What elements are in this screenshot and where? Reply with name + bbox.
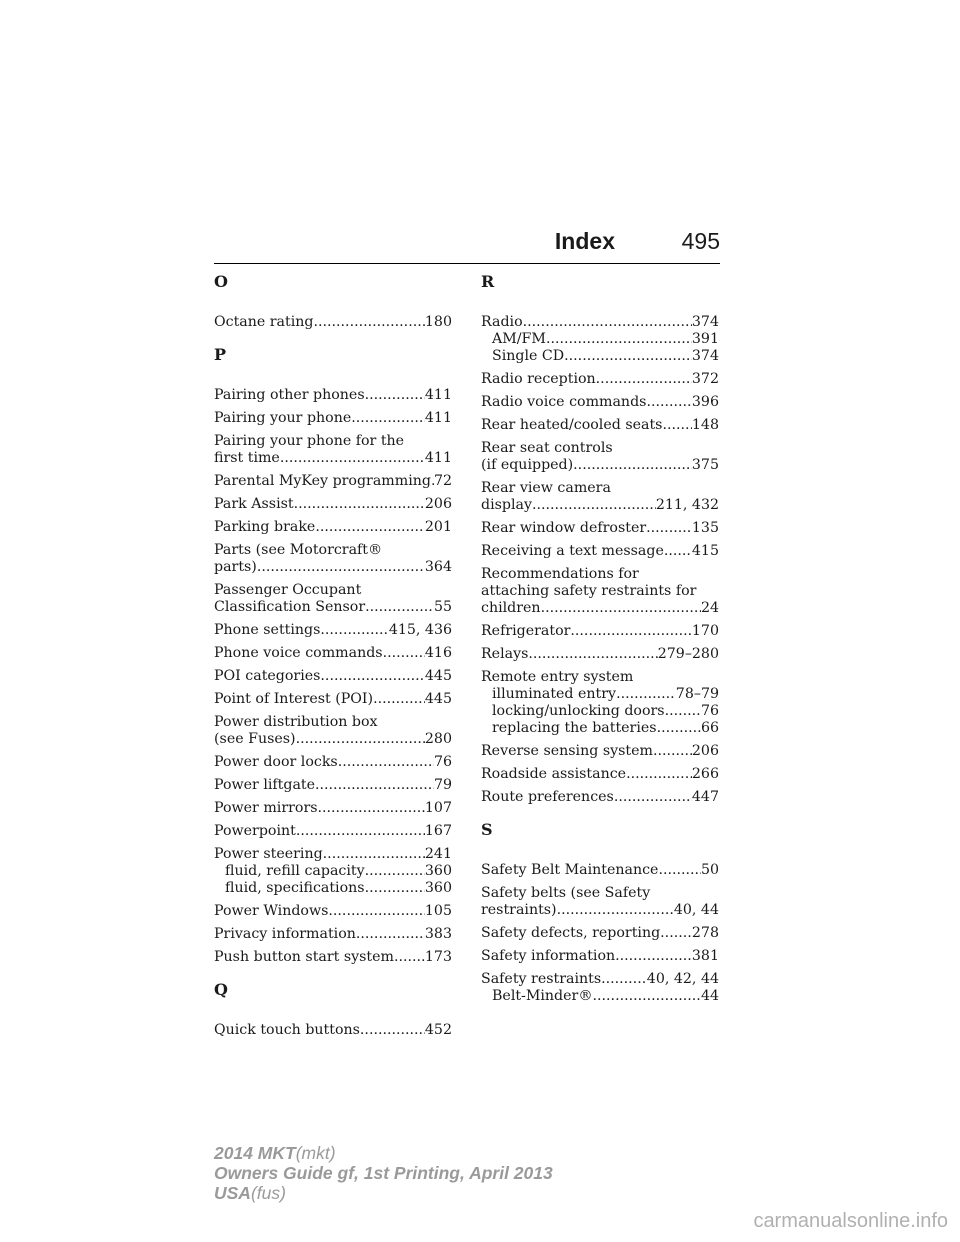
dot-leader [660, 925, 692, 942]
entry-text: Power Windows [214, 903, 329, 919]
entry-text: restraints) [481, 902, 557, 918]
entry-text: Remote entry system [481, 669, 634, 685]
entry-text: Refrigerator [481, 623, 571, 639]
index-entry-line [481, 766, 719, 783]
footer-market-code: (fus) [250, 1183, 286, 1203]
entry-text: Safety restraints [481, 971, 602, 987]
page-reference: 55 [433, 599, 452, 615]
dot-leader [593, 988, 701, 1005]
index-entry [214, 823, 452, 840]
entry-text: Safety defects, reporting [481, 925, 661, 941]
index-entry [214, 691, 452, 708]
page-reference: 78–79 [675, 686, 719, 702]
dot-leader [614, 789, 692, 806]
index-entry-line [481, 394, 719, 411]
page-reference: 415 [691, 543, 719, 559]
page-reference: 416 [424, 645, 452, 661]
index-entry-line [214, 559, 452, 576]
index-entry-line [214, 731, 452, 748]
entry-text: replacing the batteries [492, 720, 657, 736]
section-letter: P [214, 345, 227, 364]
entry-text: Power door locks [214, 754, 338, 770]
dot-leader [360, 1022, 425, 1039]
entry-text: Recommendations for [481, 566, 639, 582]
index-entry-line [481, 669, 719, 686]
index-subentry [481, 988, 719, 1005]
footer-model: 2014 MKT [214, 1143, 296, 1163]
index-entry-line [214, 1022, 452, 1039]
entry-text: first time [214, 450, 280, 466]
dot-leader [570, 623, 692, 640]
page-reference: 167 [424, 823, 452, 839]
index-entry [481, 743, 719, 760]
entry-text: Phone settings [214, 622, 321, 638]
index-entry [214, 622, 452, 639]
index-entry [214, 1022, 452, 1039]
entry-text: Reverse sensing system [481, 743, 653, 759]
index-entry-line [214, 645, 452, 662]
index-subentry [481, 703, 719, 720]
index-entry-line [481, 543, 719, 560]
index-entry [214, 473, 452, 490]
footer-model-line [214, 1143, 553, 1163]
page-reference: 266 [691, 766, 719, 782]
index-entry-line [481, 417, 719, 434]
entry-text: Radio voice commands [481, 394, 647, 410]
page-reference: 447 [691, 789, 719, 805]
entry-text: Single CD [492, 348, 565, 364]
section-letter: R [481, 272, 495, 291]
entry-text: parts) [214, 559, 257, 575]
entry-text: children [481, 600, 541, 616]
index-entry [481, 789, 719, 806]
dot-leader [601, 971, 647, 988]
page-reference: 211, 432 [655, 497, 719, 513]
page-header [214, 228, 720, 260]
index-subentry [481, 348, 719, 365]
page-reference: 452 [424, 1022, 452, 1038]
index-entry [481, 371, 719, 388]
entry-text: (see Fuses) [214, 731, 296, 747]
index-entry [214, 668, 452, 685]
index-entry [481, 925, 719, 942]
index-entry-line [214, 668, 452, 685]
index-entry [214, 800, 452, 817]
page-reference: 148 [691, 417, 719, 433]
page-reference: 360 [424, 863, 452, 879]
index-entry-line [214, 582, 452, 599]
dot-leader [653, 743, 692, 760]
entry-text: Passenger Occupant [214, 582, 362, 598]
index-entry [214, 387, 452, 404]
dot-leader [626, 766, 692, 783]
entry-text: Parking brake [214, 519, 316, 535]
watermark: carmanualsonline.info [753, 1210, 948, 1232]
index-entry-line [481, 520, 719, 537]
index-subentry [214, 880, 452, 897]
page-reference: 391 [691, 331, 719, 347]
index-entry [214, 519, 452, 536]
entry-text: Safety Belt Maintenance [481, 862, 659, 878]
page-title: Index [554, 228, 615, 254]
index-subentry [481, 720, 719, 737]
index-entry [214, 496, 452, 513]
page-reference: 411 [424, 387, 452, 403]
index-entry [481, 440, 719, 474]
dot-leader [541, 600, 701, 617]
entry-text: fluid, refill capacity [225, 863, 365, 879]
entry-text: Belt-Minder® [492, 988, 593, 1004]
dot-leader [351, 410, 425, 427]
page-reference: 201 [424, 519, 452, 535]
index-entry [481, 566, 719, 617]
index-entry [214, 542, 452, 576]
page-reference: 76 [433, 754, 452, 770]
page-reference: 241 [424, 846, 452, 862]
page-reference: 280 [424, 731, 452, 747]
footer-guide-line [214, 1163, 553, 1183]
index-entry-line [481, 885, 719, 902]
entry-text: Pairing other phones [214, 387, 365, 403]
index-entry-line [481, 314, 719, 331]
footer-guide: Owners Guide gf, 1st Printing, April 2013 [214, 1163, 553, 1183]
footer-market: USA [214, 1183, 251, 1203]
page-reference: 79 [433, 777, 452, 793]
page-reference: 375 [691, 457, 719, 473]
page-reference: 135 [691, 520, 719, 536]
index-entry-line [214, 387, 452, 404]
entry-text: attaching safety restraints for [481, 583, 697, 599]
page-reference: 76 [700, 703, 719, 719]
index-entry-line [481, 948, 719, 965]
entry-text: Privacy information [214, 926, 356, 942]
dot-leader [658, 862, 700, 879]
index-entry [214, 714, 452, 748]
entry-text: Relays [481, 646, 529, 662]
entry-text: Power distribution box [214, 714, 378, 730]
index-entry-line [481, 566, 719, 583]
dot-leader [318, 800, 425, 817]
dot-leader [365, 387, 425, 404]
dot-leader [320, 668, 424, 685]
dot-leader [646, 520, 692, 537]
index-column-left [214, 272, 452, 1045]
entry-text: Rear seat controls [481, 440, 613, 456]
entry-text: Octane rating [214, 314, 314, 330]
dot-leader [657, 720, 701, 737]
index-entry-line [481, 646, 719, 663]
index-entry [481, 394, 719, 411]
index-entry [481, 948, 719, 965]
page-reference: 372 [691, 371, 719, 387]
index-entry [481, 480, 719, 514]
dot-leader [296, 731, 425, 748]
page-reference: 72 [433, 473, 452, 489]
dot-leader [356, 926, 425, 943]
index-entry-line [481, 789, 719, 806]
page-reference: 360 [424, 880, 452, 896]
page-number: 495 [681, 228, 720, 254]
entry-text: locking/unlocking doors [492, 703, 665, 719]
index-entry [481, 766, 719, 783]
entry-text: Rear heated/cooled seats [481, 417, 663, 433]
entry-text: display [481, 497, 532, 513]
index-entry-line [214, 691, 452, 708]
index-entry-line [214, 823, 452, 840]
page-reference: 383 [424, 926, 452, 942]
dot-leader [280, 450, 425, 467]
index-entry [214, 754, 452, 771]
dot-leader [573, 457, 692, 474]
index-entry-line [214, 926, 452, 943]
index-entry-line [214, 777, 452, 794]
entry-text: Safety information [481, 948, 616, 964]
entry-text: illuminated entry [492, 686, 617, 702]
index-entry [481, 646, 719, 663]
dot-leader [373, 691, 425, 708]
index-entry-line [481, 862, 719, 879]
entry-text: Quick touch buttons [214, 1022, 360, 1038]
index-entry [214, 645, 452, 662]
page-reference: 374 [691, 314, 719, 330]
page-reference: 381 [691, 948, 719, 964]
index-entry [214, 410, 452, 427]
entry-text: Parts (see Motorcraft® [214, 542, 383, 558]
index-entry-line [214, 949, 452, 966]
index-entry [481, 623, 719, 640]
dot-leader [365, 863, 425, 880]
index-entry-line [214, 450, 452, 467]
page-reference: 445 [424, 668, 452, 684]
index-entry-line [481, 623, 719, 640]
index-entry [481, 543, 719, 560]
index-entry [214, 582, 452, 616]
entry-text: Power mirrors [214, 800, 318, 816]
index-entry [481, 885, 719, 919]
index-entry-line [481, 457, 719, 474]
index-entry-line [214, 622, 452, 639]
entry-text: Pairing your phone for the [214, 433, 405, 449]
entry-text: Route preferences [481, 789, 614, 805]
entry-text: Radio [481, 314, 523, 330]
section-spacer [481, 840, 719, 862]
index-entry-line [481, 971, 719, 988]
index-column-right [481, 272, 719, 1011]
entry-text: Power steering [214, 846, 323, 862]
dot-leader [320, 622, 388, 639]
index-entry-line [214, 519, 452, 536]
index-entry-line [481, 371, 719, 388]
dot-leader [365, 599, 434, 616]
index-entry-line [481, 497, 719, 514]
index-entry-line [214, 542, 452, 559]
document-footer [214, 1143, 553, 1203]
index-entry-line [214, 714, 452, 731]
entry-text: Phone voice commands [214, 645, 383, 661]
entry-text: Park Assist [214, 496, 294, 512]
index-subentry [481, 686, 719, 703]
section-spacer [214, 365, 452, 387]
dot-leader [383, 645, 425, 662]
dot-leader [646, 394, 691, 411]
entry-text: Parental MyKey programming [214, 473, 431, 489]
page-reference: 206 [691, 743, 719, 759]
section-spacer [214, 292, 452, 314]
dot-leader [365, 880, 425, 897]
page-reference: 445 [424, 691, 452, 707]
section-letter: S [481, 820, 493, 839]
entry-text: Radio reception [481, 371, 596, 387]
entry-text: Power liftgate [214, 777, 316, 793]
dot-leader [315, 519, 425, 536]
index-entry-line [481, 480, 719, 497]
section-spacer [481, 292, 719, 314]
dot-leader [532, 497, 656, 514]
page-reference: 364 [424, 559, 452, 575]
index-entry-line [214, 496, 452, 513]
dot-leader [296, 823, 425, 840]
footer-market-line [214, 1183, 553, 1203]
dot-leader [615, 948, 692, 965]
dot-leader [662, 417, 691, 434]
index-entry [214, 433, 452, 467]
page-reference: 105 [424, 903, 452, 919]
index-entry [481, 971, 719, 1005]
dot-leader [665, 703, 701, 720]
section-letter: O [214, 272, 228, 291]
page-reference: 396 [691, 394, 719, 410]
page-reference: 411 [424, 450, 452, 466]
index-entry-line [481, 440, 719, 457]
dot-leader [616, 686, 676, 703]
entry-text: Powerpoint [214, 823, 296, 839]
index-entry [481, 314, 719, 365]
dot-leader [313, 314, 424, 331]
index-entry [214, 777, 452, 794]
section-spacer [214, 1000, 452, 1022]
header-divider [214, 263, 720, 264]
page-reference: 170 [691, 623, 719, 639]
entry-text: Push button start system [214, 949, 394, 965]
dot-leader [596, 371, 692, 388]
index-entry-line [481, 583, 719, 600]
index-entry [214, 903, 452, 920]
entry-text: Rear view camera [481, 480, 611, 496]
dot-leader [394, 949, 425, 966]
dot-leader [328, 903, 425, 920]
dot-leader [315, 777, 434, 794]
index-entry-line [214, 800, 452, 817]
index-entry-line [214, 754, 452, 771]
dot-leader [523, 314, 692, 331]
entry-text: Pairing your phone [214, 410, 352, 426]
page-reference: 40, 44 [673, 902, 719, 918]
page-reference: 40, 42, 44 [646, 971, 719, 987]
page-reference: 66 [700, 720, 719, 736]
page-reference: 173 [424, 949, 452, 965]
page-reference: 411 [424, 410, 452, 426]
dot-leader [338, 754, 434, 771]
dot-leader [257, 559, 425, 576]
entry-text: AM/FM [492, 331, 546, 347]
page-reference: 50 [700, 862, 719, 878]
footer-model-code: (mkt) [295, 1143, 336, 1163]
index-entry-line [481, 902, 719, 919]
page-reference: 180 [424, 314, 452, 330]
dot-leader [564, 348, 692, 365]
page-reference: 278 [691, 925, 719, 941]
page-reference: 374 [691, 348, 719, 364]
dot-leader [294, 496, 425, 513]
index-entry-line [481, 743, 719, 760]
index-entry-line [481, 925, 719, 942]
entry-text: Point of Interest (POI) [214, 691, 374, 707]
entry-text: fluid, specifications [225, 880, 365, 896]
dot-leader [323, 846, 425, 863]
dot-leader [557, 902, 674, 919]
page-reference: 107 [424, 800, 452, 816]
page-reference: 279–280 [657, 646, 719, 662]
index-entry-line [214, 314, 452, 331]
index-entry-line [214, 903, 452, 920]
index-entry [214, 949, 452, 966]
entry-text: Receiving a text message [481, 543, 664, 559]
page-reference: 24 [700, 600, 719, 616]
index-entry [481, 520, 719, 537]
index-entry-line [481, 600, 719, 617]
dot-leader [546, 331, 692, 348]
index-subentry [214, 863, 452, 880]
entry-text: (if equipped) [481, 457, 574, 473]
index-entry-line [214, 410, 452, 427]
section-letter: Q [214, 980, 228, 999]
dot-leader [664, 543, 692, 560]
page-reference: 44 [700, 988, 719, 1004]
dot-leader [528, 646, 657, 663]
index-entry [214, 314, 452, 331]
index-entry [214, 846, 452, 897]
index-entry-line [214, 599, 452, 616]
page-reference: 206 [424, 496, 452, 512]
entry-text: POI categories [214, 668, 321, 684]
index-entry [481, 669, 719, 737]
page-reference: 415, 436 [388, 622, 452, 638]
index-entry-line [214, 433, 452, 450]
entry-text: Safety belts (see Safety [481, 885, 651, 901]
index-entry [214, 926, 452, 943]
index-entry-line [214, 473, 452, 490]
index-subentry [481, 331, 719, 348]
index-entry [481, 417, 719, 434]
index-entry-line [214, 846, 452, 863]
index-entry [481, 862, 719, 879]
entry-text: Rear window defroster [481, 520, 647, 536]
entry-text: Roadside assistance [481, 766, 627, 782]
entry-text: Classification Sensor [214, 599, 366, 615]
